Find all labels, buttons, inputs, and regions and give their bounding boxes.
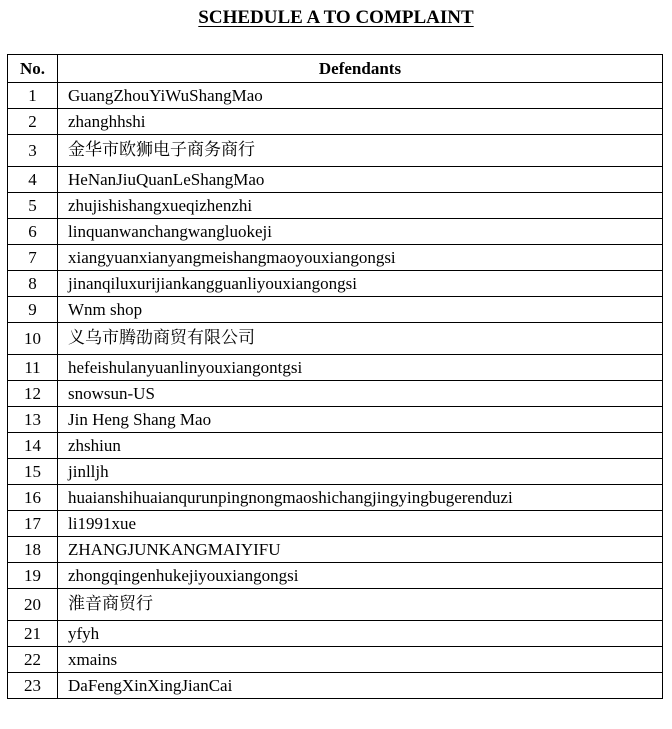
row-number: 21 — [8, 621, 58, 647]
table-row — [8, 219, 663, 245]
row-number: 13 — [8, 407, 58, 433]
table-row — [8, 589, 663, 621]
row-number: 10 — [8, 323, 58, 355]
page-title: SCHEDULE A TO COMPLAINT — [198, 7, 474, 28]
defendant-name: zhanghhshi — [58, 109, 663, 135]
table-row — [8, 647, 663, 673]
defendant-name: jinlljh — [58, 459, 663, 485]
table-row — [8, 485, 663, 511]
table-row — [8, 407, 663, 433]
table-row — [8, 673, 663, 699]
defendant-name: 淮音商贸行 — [58, 589, 663, 621]
row-number: 1 — [8, 83, 58, 109]
defendant-name: zhujishishangxueqizhenzhi — [58, 193, 663, 219]
defendant-name: zhongqingenhukejiyouxiangongsi — [58, 563, 663, 589]
row-number: 8 — [8, 271, 58, 297]
table-header-row — [8, 55, 663, 83]
row-number: 4 — [8, 167, 58, 193]
defendant-name: xmains — [58, 647, 663, 673]
table-row — [8, 563, 663, 589]
row-number: 20 — [8, 589, 58, 621]
defendant-name: jinanqiluxurijiankangguanliyouxiangongsi — [58, 271, 663, 297]
defendant-name: linquanwanchangwangluokeji — [58, 219, 663, 245]
table-row — [8, 109, 663, 135]
defendant-name: Wnm shop — [58, 297, 663, 323]
row-number: 23 — [8, 673, 58, 699]
row-number: 3 — [8, 135, 58, 167]
table-row — [8, 167, 663, 193]
table-row — [8, 537, 663, 563]
defendant-name: DaFengXinXingJianCai — [58, 673, 663, 699]
table-row — [8, 355, 663, 381]
table-row — [8, 135, 663, 167]
table-row — [8, 621, 663, 647]
row-number: 15 — [8, 459, 58, 485]
table-row — [8, 381, 663, 407]
row-number: 2 — [8, 109, 58, 135]
row-number: 11 — [8, 355, 58, 381]
defendant-name: HeNanJiuQuanLeShangMao — [58, 167, 663, 193]
column-header-defendants: Defendants — [58, 55, 663, 83]
table-row — [8, 193, 663, 219]
defendant-name: 义乌市腾劭商贸有限公司 — [58, 323, 663, 355]
defendant-name: li1991xue — [58, 511, 663, 537]
table-row — [8, 245, 663, 271]
row-number: 12 — [8, 381, 58, 407]
defendant-name: GuangZhouYiWuShangMao — [58, 83, 663, 109]
defendant-name: ZHANGJUNKANGMAIYIFU — [58, 537, 663, 563]
row-number: 19 — [8, 563, 58, 589]
row-number: 9 — [8, 297, 58, 323]
row-number: 6 — [8, 219, 58, 245]
defendant-name: xiangyuanxianyangmeishangmaoyouxiangongsi — [58, 245, 663, 271]
table-row — [8, 83, 663, 109]
defendant-name: yfyh — [58, 621, 663, 647]
table-row — [8, 459, 663, 485]
table-row — [8, 323, 663, 355]
row-number: 5 — [8, 193, 58, 219]
row-number: 16 — [8, 485, 58, 511]
table-row — [8, 511, 663, 537]
row-number: 14 — [8, 433, 58, 459]
defendant-name: zhshiun — [58, 433, 663, 459]
defendant-name: Jin Heng Shang Mao — [58, 407, 663, 433]
defendant-name: snowsun-US — [58, 381, 663, 407]
column-header-no: No. — [8, 55, 58, 83]
defendant-name: 金华市欧狮电子商务商行 — [58, 135, 663, 167]
row-number: 22 — [8, 647, 58, 673]
table-row — [8, 433, 663, 459]
row-number: 17 — [8, 511, 58, 537]
row-number: 7 — [8, 245, 58, 271]
defendant-name: huaianshihuaianqurunpingnongmaoshichangjingyingbugerenduzi — [58, 485, 663, 511]
table-row — [8, 297, 663, 323]
row-number: 18 — [8, 537, 58, 563]
defendant-name: hefeishulanyuanlinyouxiangontgsi — [58, 355, 663, 381]
table-row — [8, 271, 663, 297]
defendants-table — [7, 54, 663, 699]
